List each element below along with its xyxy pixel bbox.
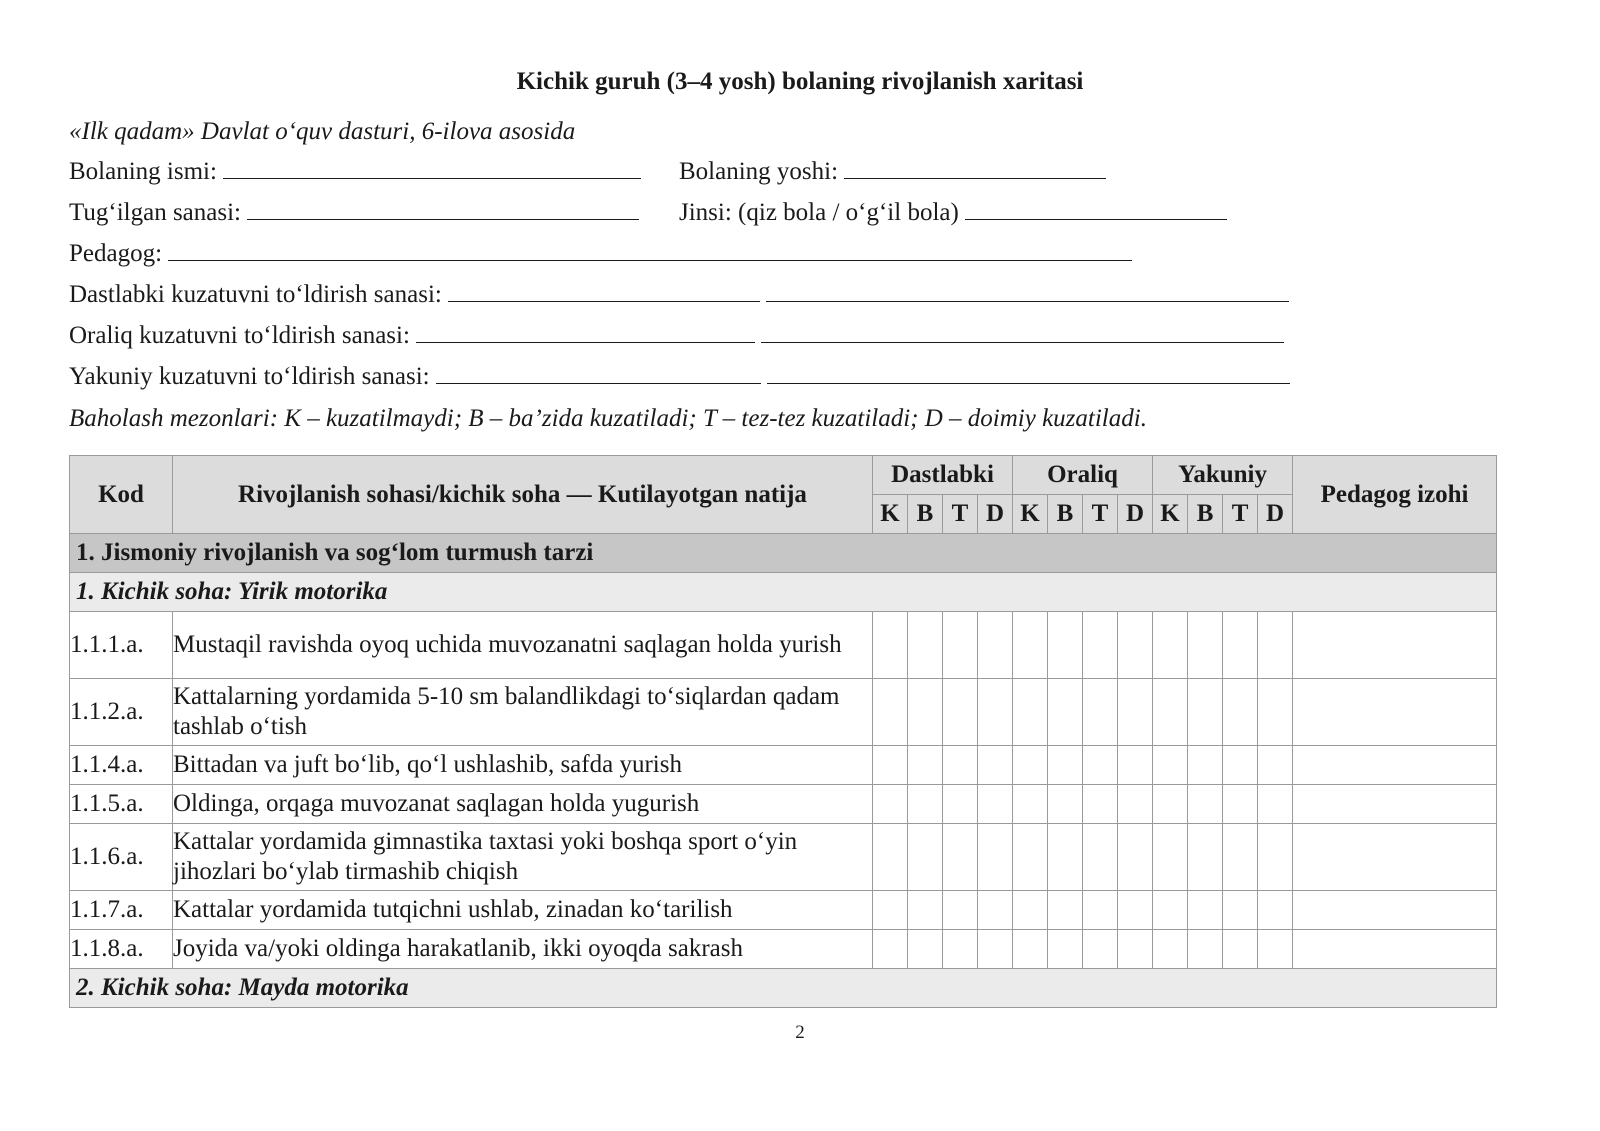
row-code: 1.1.5.a.	[70, 785, 173, 824]
subsection-row	[70, 969, 1497, 1008]
mark-cell[interactable]	[1013, 746, 1048, 785]
mark-cell[interactable]	[943, 824, 978, 891]
row-code: 1.1.2.a.	[70, 679, 173, 746]
mark-cell[interactable]	[1223, 785, 1258, 824]
mark-cell[interactable]	[1188, 612, 1223, 679]
mark-cell[interactable]	[1118, 930, 1153, 969]
row-description: Joyida va/yoki oldinga harakatlanib, ikki oyoqda sakrash	[173, 930, 873, 969]
mark-cell[interactable]	[1153, 824, 1188, 891]
mark-cell[interactable]	[1083, 679, 1118, 746]
header-letter-b: B	[1048, 495, 1083, 534]
header-letter-k: K	[873, 495, 908, 534]
teacher-note-cell[interactable]	[1293, 785, 1497, 824]
mark-cell[interactable]	[1223, 746, 1258, 785]
mark-cell[interactable]	[1118, 612, 1153, 679]
mark-cell[interactable]	[1048, 746, 1083, 785]
header-stage-initial: Dastlabki	[873, 456, 1013, 495]
mark-cell[interactable]	[1188, 930, 1223, 969]
mark-cell[interactable]	[1258, 679, 1293, 746]
mark-cell[interactable]	[873, 930, 908, 969]
row-code: 1.1.7.a.	[70, 891, 173, 930]
header-code: Kod	[70, 456, 173, 534]
birth-date-label: Tug‘ilgan sanasi:	[69, 199, 241, 226]
teacher-field	[69, 240, 1132, 268]
mark-cell[interactable]	[1013, 891, 1048, 930]
row-code: 1.1.4.a.	[70, 746, 173, 785]
mark-cell[interactable]	[1223, 930, 1258, 969]
mark-cell[interactable]	[1118, 824, 1153, 891]
final-date-field	[69, 363, 1290, 391]
birth-date-blank[interactable]	[247, 199, 639, 220]
subsection-row	[70, 573, 1497, 612]
mark-cell[interactable]	[1118, 785, 1153, 824]
mark-cell[interactable]	[908, 930, 943, 969]
final-date-blank[interactable]	[436, 363, 761, 384]
child-age-blank[interactable]	[844, 158, 1106, 179]
mark-cell[interactable]	[1153, 746, 1188, 785]
mark-cell[interactable]	[873, 746, 908, 785]
header-letter-d: D	[1258, 495, 1293, 534]
mark-cell[interactable]	[1188, 824, 1223, 891]
mark-cell[interactable]	[978, 679, 1013, 746]
mark-cell[interactable]	[1083, 785, 1118, 824]
mark-cell[interactable]	[908, 785, 943, 824]
gender-blank[interactable]	[965, 199, 1227, 220]
final-date-label: Yakuniy kuzatuvni to‘ldirish sanasi:	[69, 363, 430, 390]
child-name-blank[interactable]	[223, 158, 641, 179]
mark-cell[interactable]	[1188, 746, 1223, 785]
mark-cell[interactable]	[1153, 785, 1188, 824]
header-teacher-notes: Pedagog izohi	[1293, 456, 1497, 534]
table-row	[70, 785, 1497, 824]
teacher-note-cell[interactable]	[1293, 746, 1497, 785]
mark-cell[interactable]	[943, 785, 978, 824]
mark-cell[interactable]	[1258, 746, 1293, 785]
teacher-note-cell[interactable]	[1293, 824, 1497, 891]
mark-cell[interactable]	[1048, 824, 1083, 891]
mark-cell[interactable]	[908, 746, 943, 785]
row-code: 1.1.1.a.	[70, 612, 173, 679]
child-name-field	[69, 158, 641, 186]
mark-cell[interactable]	[1048, 891, 1083, 930]
section-title: 1. Jismoniy rivojlanish va sog‘lom turmush tarzi	[70, 534, 1497, 573]
mark-cell[interactable]	[978, 930, 1013, 969]
row-description: Kattalarning yordamida 5-10 sm balandlikdagi to‘siqlardan qadam tashlab o‘tish	[173, 679, 873, 746]
header-letter-d: D	[1118, 495, 1153, 534]
mark-cell[interactable]	[943, 612, 978, 679]
mark-cell[interactable]	[1153, 679, 1188, 746]
mark-cell[interactable]	[1188, 785, 1223, 824]
table-row	[70, 891, 1497, 930]
header-letter-b: B	[1188, 495, 1223, 534]
interim-date-extra-blank[interactable]	[761, 322, 1284, 343]
header-letter-k: K	[1013, 495, 1048, 534]
gender-field	[679, 199, 1227, 227]
mark-cell[interactable]	[1223, 612, 1258, 679]
row-code: 1.1.8.a.	[70, 930, 173, 969]
mark-cell[interactable]	[1083, 891, 1118, 930]
table-row	[70, 746, 1497, 785]
mark-cell[interactable]	[1258, 785, 1293, 824]
mark-cell[interactable]	[908, 679, 943, 746]
interim-date-field	[69, 322, 1284, 350]
mark-cell[interactable]	[1223, 891, 1258, 930]
child-age-field	[679, 158, 1106, 186]
final-date-extra-blank[interactable]	[767, 363, 1290, 384]
header-letter-t: T	[1223, 495, 1258, 534]
document-title: Kichik guruh (3–4 yosh) bolaning rivojlanish xaritasi	[516, 68, 1084, 95]
header-letter-t: T	[943, 495, 978, 534]
teacher-label: Pedagog:	[69, 240, 163, 267]
teacher-blank[interactable]	[168, 240, 1132, 261]
development-map-table	[69, 455, 1497, 1008]
interim-date-blank[interactable]	[416, 322, 755, 343]
mark-cell[interactable]	[908, 612, 943, 679]
header-stage-final: Yakuniy	[1153, 456, 1293, 495]
mark-cell[interactable]	[1118, 746, 1153, 785]
section-row	[70, 534, 1497, 573]
header-description: Rivojlanish sohasi/kichik soha — Kutilayotgan natija	[173, 456, 873, 534]
table-row	[70, 930, 1497, 969]
teacher-note-cell[interactable]	[1293, 891, 1497, 930]
child-age-label: Bolaning yoshi:	[679, 158, 839, 185]
child-name-label: Bolaning ismi:	[69, 158, 217, 185]
mark-cell[interactable]	[873, 679, 908, 746]
teacher-note-cell[interactable]	[1293, 679, 1497, 746]
initial-date-field	[69, 281, 1289, 309]
mark-cell[interactable]	[978, 612, 1013, 679]
teacher-note-cell[interactable]	[1293, 612, 1497, 679]
row-description: Kattalar yordamida tutqichni ushlab, zinadan ko‘tarilish	[173, 891, 873, 930]
mark-cell[interactable]	[908, 824, 943, 891]
mark-cell[interactable]	[1083, 930, 1118, 969]
mark-cell[interactable]	[1258, 930, 1293, 969]
mark-cell[interactable]	[1083, 824, 1118, 891]
mark-cell[interactable]	[1188, 891, 1223, 930]
mark-cell[interactable]	[1153, 891, 1188, 930]
page-number: 2	[795, 1022, 805, 1043]
mark-cell[interactable]	[1048, 612, 1083, 679]
row-description: Kattalar yordamida gimnastika taxtasi yoki boshqa sport o‘yin jihozlari bo‘ylab tirmashib chiqish	[173, 824, 873, 891]
header-row-1	[70, 456, 1497, 495]
mark-cell[interactable]	[1048, 930, 1083, 969]
table-row	[70, 612, 1497, 679]
gender-label: Jinsi: (qiz bola / o‘g‘il bola)	[679, 199, 959, 226]
mark-cell[interactable]	[978, 746, 1013, 785]
mark-cell[interactable]	[908, 891, 943, 930]
document-subtitle: «Ilk qadam» Davlat o‘quv dasturi, 6-ilova asosida	[69, 118, 576, 145]
row-description: Oldinga, orqaga muvozanat saqlagan holda yugurish	[173, 785, 873, 824]
mark-cell[interactable]	[873, 891, 908, 930]
mark-cell[interactable]	[873, 824, 908, 891]
mark-cell[interactable]	[1153, 612, 1188, 679]
mark-cell[interactable]	[1223, 679, 1258, 746]
mark-cell[interactable]	[1013, 679, 1048, 746]
teacher-note-cell[interactable]	[1293, 930, 1497, 969]
mark-cell[interactable]	[1188, 679, 1223, 746]
mark-cell[interactable]	[978, 824, 1013, 891]
header-letter-t: T	[1083, 495, 1118, 534]
header-stage-interim: Oraliq	[1013, 456, 1153, 495]
row-description: Bittadan va juft bo‘lib, qo‘l ushlashib, safda yurish	[173, 746, 873, 785]
mark-cell[interactable]	[943, 891, 978, 930]
birth-date-field	[69, 199, 639, 227]
mark-cell[interactable]	[1048, 679, 1083, 746]
assessment-criteria: Baholash mezonlari: K – kuzatilmaydi; B – ba’zida kuzatiladi; T – tez-tez kuzatiladi; D – doimiy kuzatiladi.	[69, 405, 1147, 432]
mark-cell[interactable]	[1083, 612, 1118, 679]
initial-date-blank[interactable]	[448, 281, 760, 302]
subsection-title: 1. Kichik soha: Yirik motorika	[70, 573, 1497, 612]
mark-cell[interactable]	[1048, 785, 1083, 824]
subsection-title: 2. Kichik soha: Mayda motorika	[70, 969, 1497, 1008]
initial-date-label: Dastlabki kuzatuvni to‘ldirish sanasi:	[69, 281, 442, 308]
mark-cell[interactable]	[943, 930, 978, 969]
initial-date-extra-blank[interactable]	[766, 281, 1289, 302]
mark-cell[interactable]	[1013, 785, 1048, 824]
table-row	[70, 824, 1497, 891]
mark-cell[interactable]	[1118, 679, 1153, 746]
mark-cell[interactable]	[1118, 891, 1153, 930]
mark-cell[interactable]	[1013, 930, 1048, 969]
header-letter-d: D	[978, 495, 1013, 534]
mark-cell[interactable]	[943, 679, 978, 746]
header-letter-k: K	[1153, 495, 1188, 534]
mark-cell[interactable]	[873, 612, 908, 679]
mark-cell[interactable]	[943, 746, 978, 785]
row-description: Mustaqil ravishda oyoq uchida muvozanatni saqlagan holda yurish	[173, 612, 873, 679]
mark-cell[interactable]	[873, 785, 908, 824]
mark-cell[interactable]	[1258, 824, 1293, 891]
mark-cell[interactable]	[978, 891, 1013, 930]
mark-cell[interactable]	[1153, 930, 1188, 969]
mark-cell[interactable]	[978, 785, 1013, 824]
mark-cell[interactable]	[1083, 746, 1118, 785]
mark-cell[interactable]	[1258, 612, 1293, 679]
row-code: 1.1.6.a.	[70, 824, 173, 891]
mark-cell[interactable]	[1223, 824, 1258, 891]
mark-cell[interactable]	[1013, 824, 1048, 891]
mark-cell[interactable]	[1258, 891, 1293, 930]
table-row	[70, 679, 1497, 746]
mark-cell[interactable]	[1013, 612, 1048, 679]
header-letter-b: B	[908, 495, 943, 534]
interim-date-label: Oraliq kuzatuvni to‘ldirish sanasi:	[69, 322, 410, 349]
